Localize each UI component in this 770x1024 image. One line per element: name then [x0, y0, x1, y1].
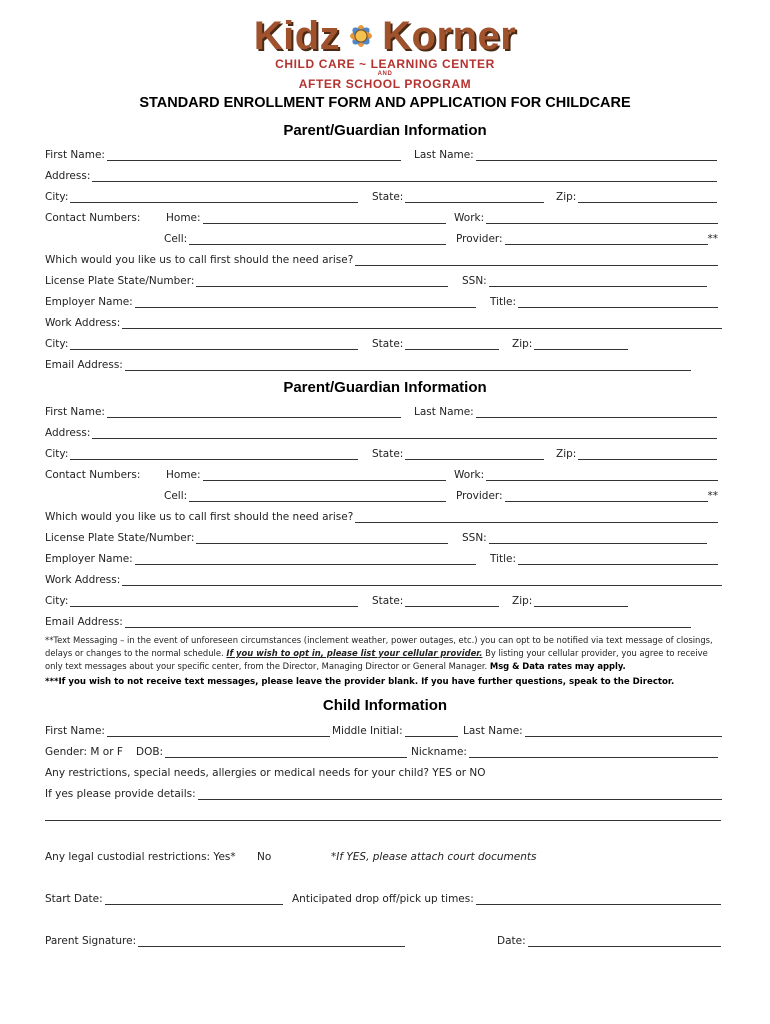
parent1-ssn-field[interactable]: SSN: [462, 273, 707, 289]
logo-name-right: Korner [382, 14, 517, 58]
custodial-note: *If YES, please attach court documents [331, 851, 537, 863]
parent2-email-row [45, 614, 725, 630]
contact-numbers-label: Contact Numbers: [45, 469, 141, 481]
child-section-title: Child Information [322, 697, 448, 714]
form-title: STANDARD ENROLLMENT FORM AND APPLICATION FOR CHILDCARE [139, 95, 631, 111]
parent1-zip-field[interactable]: Zip: [556, 189, 717, 205]
parent2-employer-field[interactable]: Employer Name: [45, 551, 476, 567]
child-details-row-2 [45, 807, 725, 823]
parent-signature-field[interactable]: Parent Signature: [45, 933, 405, 949]
parent2-license-plate-field[interactable]: License Plate State/Number: [45, 530, 448, 546]
child-restrictions-question: Any restrictions, special needs, allergies or medical needs for your child? YES or NO [45, 767, 486, 779]
parent2-work-city-field[interactable]: City: [45, 593, 358, 609]
parent1-work-city-field[interactable]: City: [45, 336, 358, 352]
parent1-first-name-field[interactable]: First Name: [45, 147, 401, 163]
child-gender-field[interactable]: Gender: M or F [45, 746, 123, 758]
parent2-title-field[interactable]: Title: [490, 551, 718, 567]
parent2-section-title: Parent/Guardian Information [283, 379, 487, 396]
parent1-home-phone-field[interactable]: Home: [166, 210, 446, 226]
logo-wordmark [0, 14, 770, 58]
parent2-cell-phone-field[interactable]: Cell: [164, 488, 446, 504]
parent2-license-row [45, 530, 725, 546]
sms-note: **Text Messaging – in the event of unforeseen circumstances (inclement weather, power outages, etc.) you can opt to be notified via text message of closings, delays or changes to the normal schedule. If you wish to opt in, please list your cellular provider. By listing your cellular provider, you agree to receive only text messages about your specific center, from the Director, Managing Director or General Manager. Msg & Data rates may apply. [45, 635, 713, 671]
parent1-provider-field[interactable]: Provider: ** [456, 233, 718, 245]
child-last-name-field[interactable]: Last Name: [463, 723, 722, 739]
child-middle-initial-field[interactable]: Middle Initial: [332, 723, 458, 739]
parent2-work-state-field[interactable]: State: [372, 593, 499, 609]
custodial-yes-option[interactable]: Any legal custodial restrictions: Yes* [45, 851, 236, 863]
parent2-name-row [45, 404, 725, 420]
custodial-no-option[interactable]: No [257, 851, 272, 863]
parent2-employer-row [45, 551, 725, 567]
parent1-address-field[interactable]: Address: [45, 168, 717, 184]
parent1-work-address-field[interactable]: Work Address: [45, 315, 722, 331]
parent1-call-first-field[interactable]: Which would you like us to call first should the need arise? [45, 252, 718, 268]
parent1-cell-row [45, 231, 725, 247]
parent1-license-row [45, 273, 725, 289]
parent2-work-city-row [45, 593, 725, 609]
parent1-work-zip-field[interactable]: Zip: [512, 336, 628, 352]
parent1-call-first-row [45, 252, 725, 268]
child-first-name-field[interactable]: First Name: [45, 723, 330, 739]
parent1-employer-row [45, 294, 725, 310]
parent2-work-zip-field[interactable]: Zip: [512, 593, 628, 609]
parent1-employer-field[interactable]: Employer Name: [45, 294, 476, 310]
parent1-cell-phone-field[interactable]: Cell: [164, 231, 446, 247]
parent1-name-row [45, 147, 725, 163]
parent1-city-row [45, 189, 725, 205]
parent2-contact-row [45, 467, 725, 483]
parent1-title-field[interactable]: Title: [490, 294, 718, 310]
parent1-last-name-field[interactable]: Last Name: [414, 147, 717, 163]
start-date-field[interactable]: Start Date: [45, 891, 283, 907]
sms-warning: ***If you wish to not receive text messages, please leave the provider blank. If you have further questions, speak to the Director. [45, 677, 675, 687]
parent2-cell-row [45, 488, 725, 504]
parent2-email-field[interactable]: Email Address: [45, 614, 691, 630]
parent1-city-field[interactable]: City: [45, 189, 358, 205]
child-restrictions-row [45, 765, 725, 781]
kidz-korner-logo [0, 14, 770, 91]
child-custodial-row [45, 849, 725, 865]
logo-name-left: Kidz [253, 14, 341, 58]
parent2-city-row [45, 446, 725, 462]
child-gender-row [45, 744, 725, 760]
parent1-state-field[interactable]: State: [372, 189, 544, 205]
parent2-call-first-row [45, 509, 725, 525]
parent2-zip-field[interactable]: Zip: [556, 446, 717, 462]
parent1-email-row [45, 357, 725, 373]
parent1-section-title: Parent/Guardian Information [283, 122, 487, 139]
parent2-provider-field[interactable]: Provider: ** [456, 490, 718, 502]
parent2-address-row [45, 425, 725, 441]
signature-date-field[interactable]: Date: [497, 933, 721, 949]
child-details-field[interactable]: If yes please provide details: [45, 786, 722, 802]
parent2-state-field[interactable]: State: [372, 446, 544, 462]
child-nickname-field[interactable]: Nickname: [411, 744, 718, 760]
parent2-work-phone-field[interactable]: Work: [454, 467, 718, 483]
logo-line-2: AND [377, 71, 393, 77]
child-name-row [45, 723, 725, 739]
parent2-work-address-field[interactable]: Work Address: [45, 572, 722, 588]
sms-opt-in-text: If you wish to opt in, please list your cellular provider. [226, 648, 483, 658]
sms-rates-text: Msg & Data rates may apply. [489, 661, 626, 671]
child-start-row [45, 891, 725, 907]
parent2-work-address-row [45, 572, 725, 588]
parent2-ssn-field[interactable]: SSN: [462, 530, 707, 546]
parent2-address-field[interactable]: Address: [45, 425, 717, 441]
parent1-work-address-row [45, 315, 725, 331]
parent2-first-name-field[interactable]: First Name: [45, 404, 401, 420]
child-dob-field[interactable]: DOB: [136, 744, 407, 760]
logo-line-1: CHILD CARE ~ LEARNING CENTER [275, 57, 495, 71]
parent2-call-first-field[interactable]: Which would you like us to call first should the need arise? [45, 509, 718, 525]
parent2-city-field[interactable]: City: [45, 446, 358, 462]
parent2-last-name-field[interactable]: Last Name: [414, 404, 717, 420]
child-details-row [45, 786, 725, 802]
child-details-line-2[interactable] [45, 807, 721, 823]
parent1-license-plate-field[interactable]: License Plate State/Number: [45, 273, 448, 289]
logo-line-3: AFTER SCHOOL PROGRAM [298, 77, 472, 91]
parent1-work-phone-field[interactable]: Work: [454, 210, 718, 226]
parent1-address-row [45, 168, 725, 184]
drop-off-times-field[interactable]: Anticipated drop off/pick up times: [292, 891, 721, 907]
contact-numbers-label: Contact Numbers: [45, 212, 141, 224]
signature-row [45, 933, 725, 949]
parent1-email-field[interactable]: Email Address: [45, 357, 691, 373]
parent1-work-state-field[interactable]: State: [372, 336, 499, 352]
parent2-home-phone-field[interactable]: Home: [166, 467, 446, 483]
parent1-work-city-row [45, 336, 725, 352]
parent1-contact-row [45, 210, 725, 226]
flower-icon [344, 18, 378, 52]
